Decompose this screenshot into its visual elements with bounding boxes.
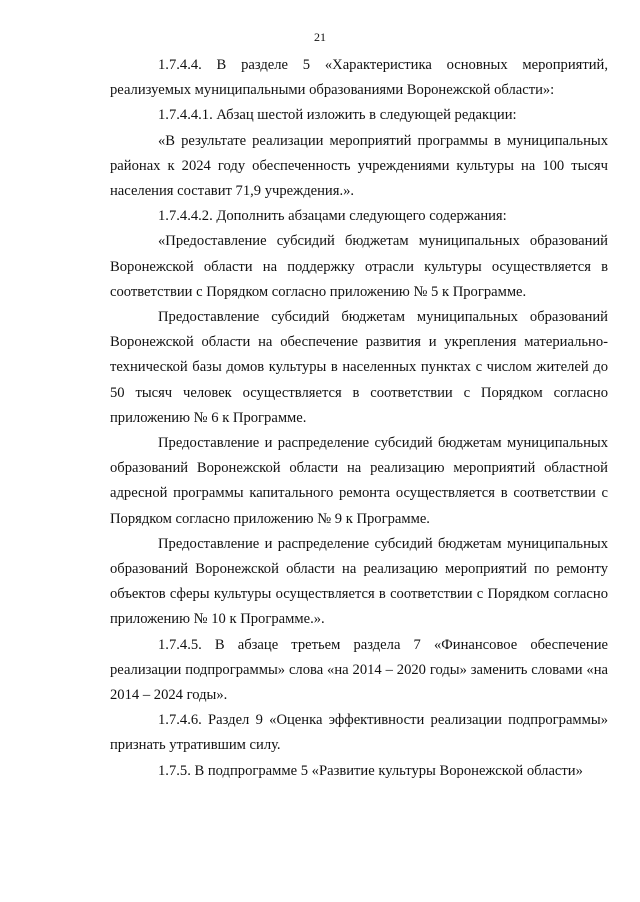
- paragraph-subsidy-houses-of-culture: Предоставление субсидий бюджетам муниципальных образований Воронежской области на обеспечение развития и укрепления материально-технической базы домов культуры в населенных пунктах с числом жителей до 50 тысяч человек осуществляется в соответствии с Порядком согласно приложению № 6 к Программе.: [110, 309, 608, 426]
- paragraph-subsidy-support: «Предоставление субсидий бюджетам муниципальных образований Воронежской области на поддержку отрасли культуры осуществляется в соответствии с Порядком согласно приложению № 5 к Программе.: [110, 233, 608, 300]
- paragraph-1-7-4-4-2: 1.7.4.4.2. Дополнить абзацами следующего содержания:: [158, 208, 507, 225]
- document-body: [110, 53, 608, 784]
- paragraph-1-7-5: 1.7.5. В подпрограмме 5 «Развитие культуры Воронежской области»: [158, 762, 583, 779]
- paragraph-1-7-4-5: 1.7.4.5. В абзаце третьем раздела 7 «Финансовое обеспечение реализации подпрограммы» слова «на 2014 – 2020 годы» заменить словами «на 2014 – 2024 годы».: [110, 636, 608, 704]
- paragraph-subsidy-capital-repair: Предоставление и распределение субсидий бюджетам муниципальных образований Воронежской области на реализацию мероприятий областной адресной программы капитального ремонта осуществляется в соответствии с Порядком согласно приложению № 9 к Программе.: [110, 435, 608, 527]
- page-number: 21: [314, 30, 326, 44]
- paragraph-1-7-4-4-1: 1.7.4.4.1. Абзац шестой изложить в следующей редакции:: [158, 107, 517, 124]
- paragraph-1-7-4-4: 1.7.4.4. В разделе 5 «Характеристика основных мероприятий, реализуемых муниципальными образованиями Воронежской области»:: [110, 57, 608, 99]
- paragraph-1-7-4-6: 1.7.4.6. Раздел 9 «Оценка эффективности реализации подпрограммы» признать утратившим силу.: [110, 712, 608, 754]
- paragraph-subsidy-repair-objects: Предоставление и распределение субсидий бюджетам муниципальных образований Воронежской области на реализацию мероприятий по ремонту объектов сферы культуры осуществляется в соответствии с Порядком согласно приложению № 10 к Программе.».: [110, 535, 608, 628]
- paragraph-quote-results: «В результате реализации мероприятий программы в муниципальных районах к 2024 году обеспеченность учреждениями культуры на 100 тысяч населения составит 71,9 учреждения.».: [110, 132, 608, 200]
